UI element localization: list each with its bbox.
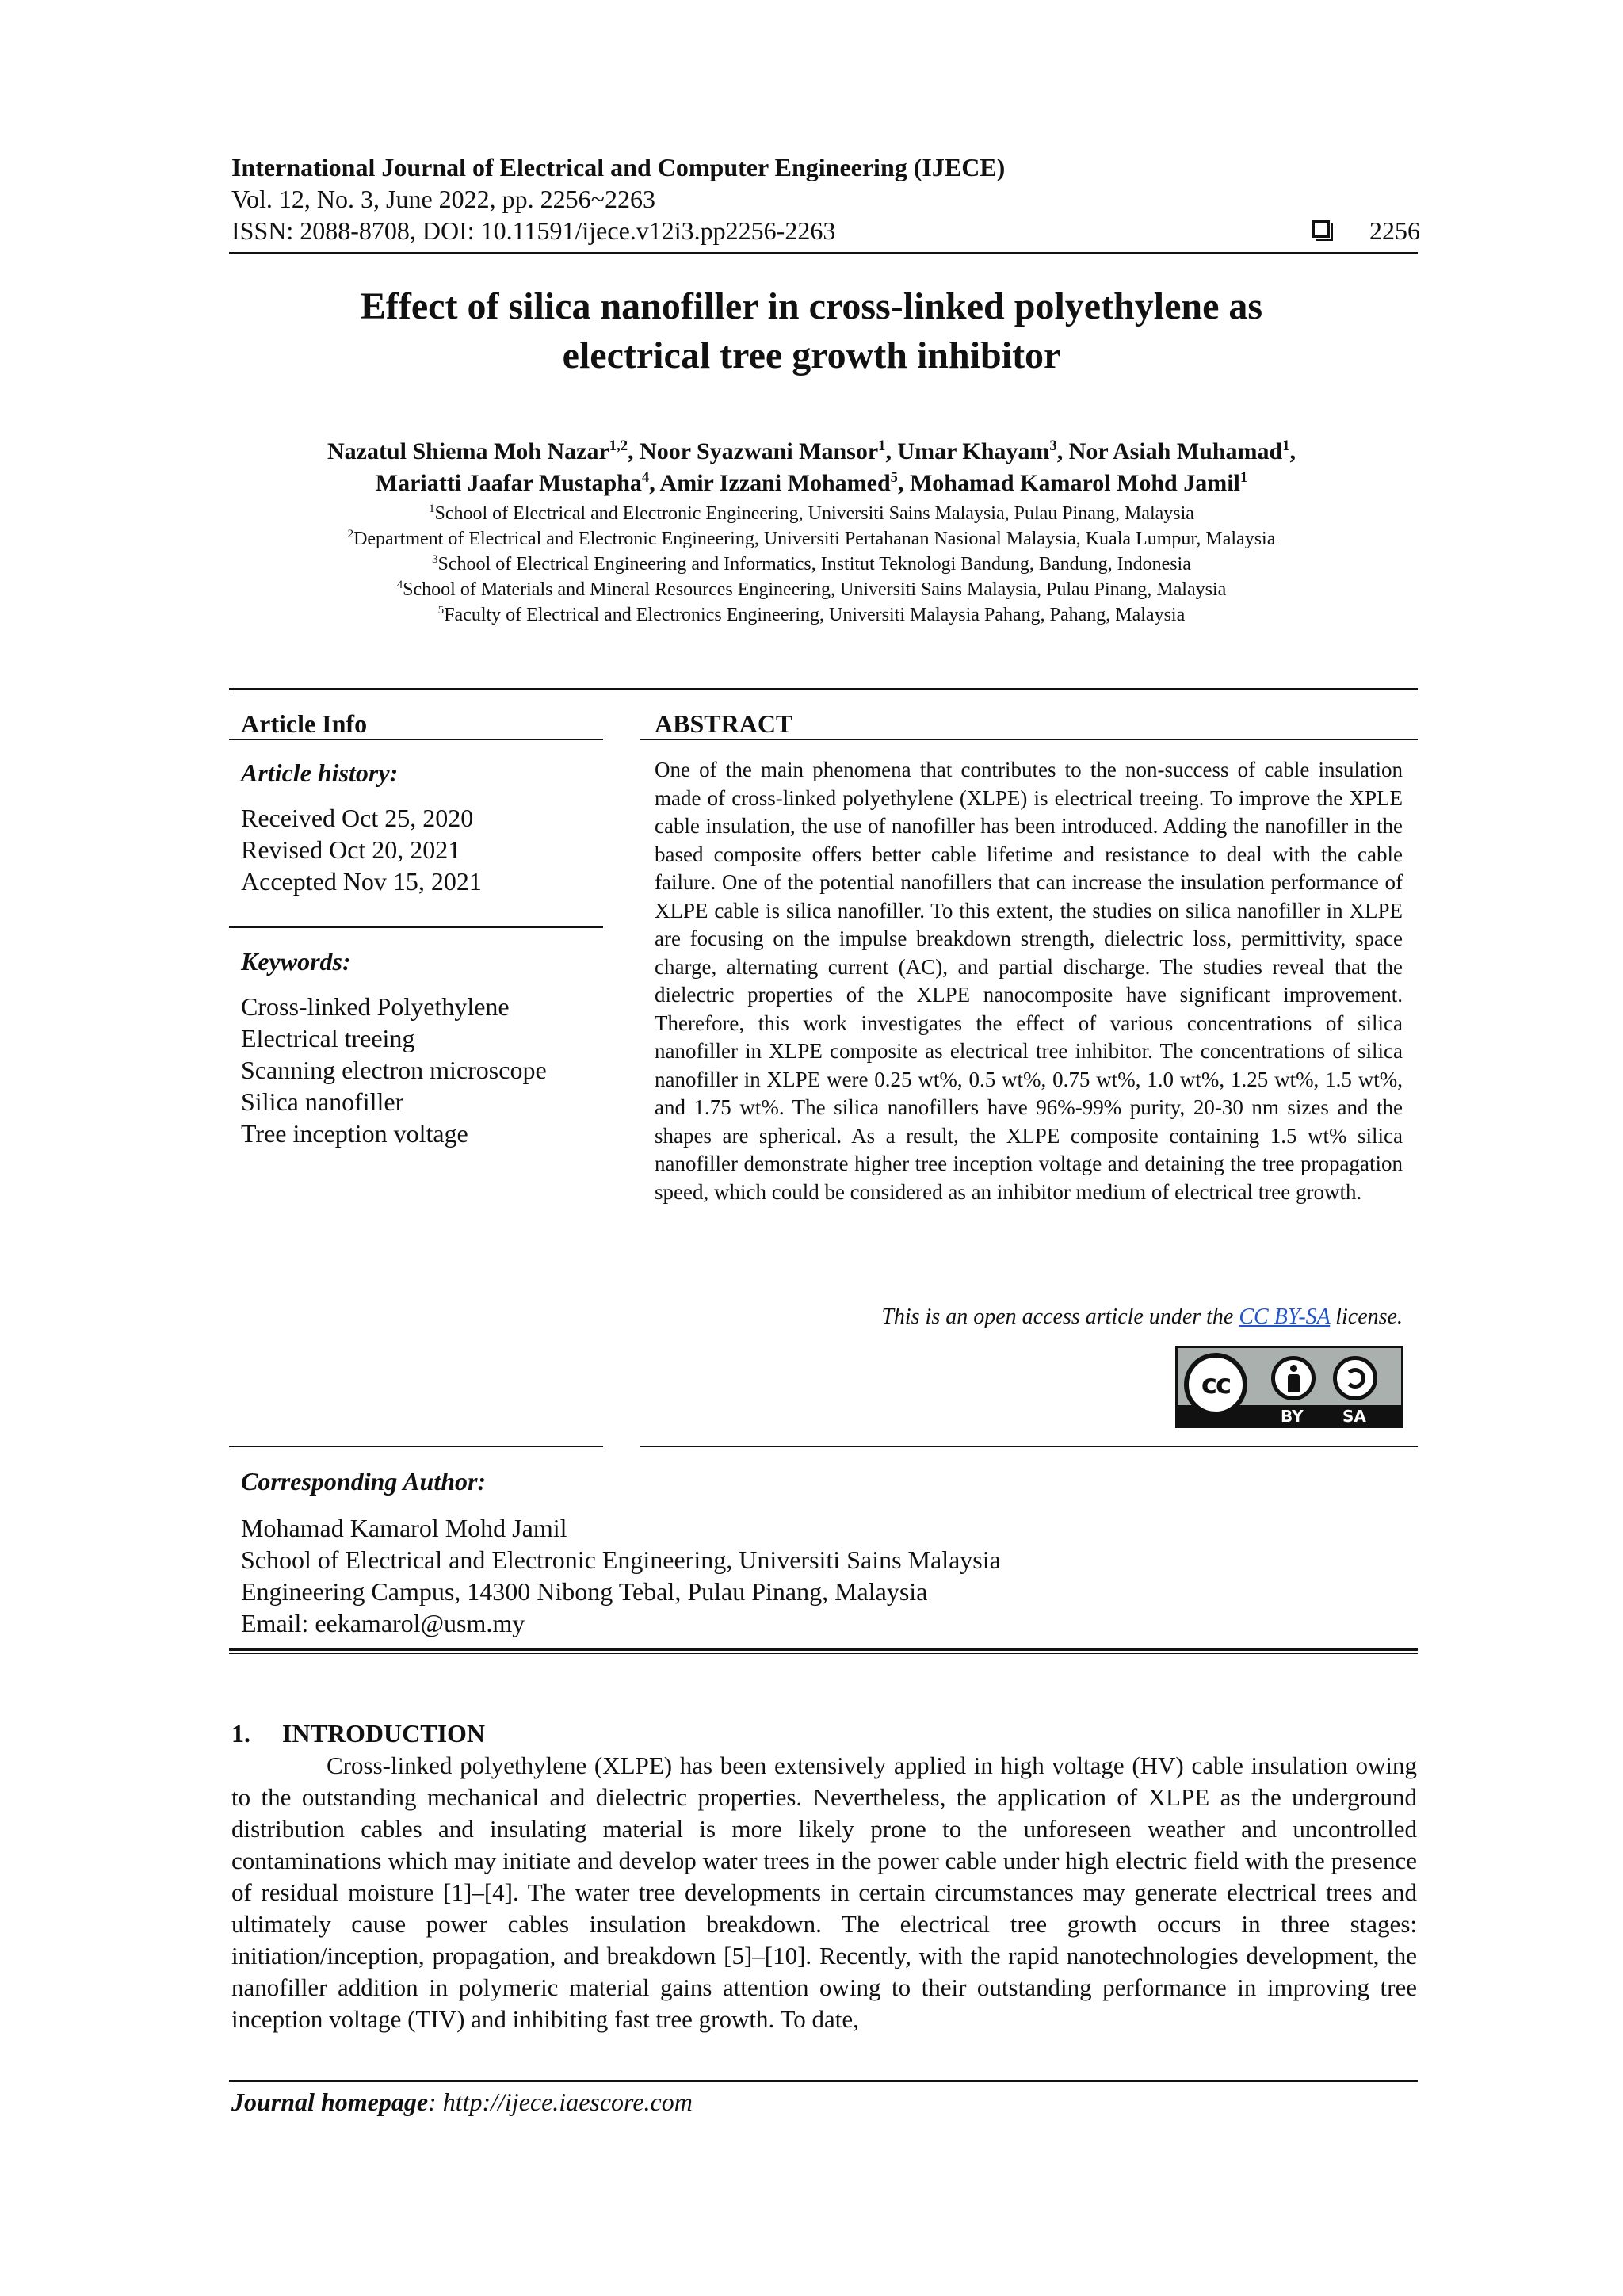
author-affiliation-mark: 5 [890,469,898,486]
journal-homepage [231,2086,693,2118]
journal-issn-doi: ISSN: 2088-8708, DOI: 10.11591/ijece.v12i3.pp2256-2263 [231,216,836,245]
author-affiliation-mark: 1,2 [609,437,628,454]
author-line-2: Mariatti Jaafar Mustapha$^4$, Amir Izzani Mohamed$^5$, Mohamad Kamarol Mohd Jamil$^1$ [375,469,1248,496]
author-line-1: Nazatul Shiema Moh Nazar$^{1,2}$, Noor Syazwani Mansor$^1$, Umar Khayam$^3$, Nor Asiah Muhamad$^1$, [327,437,1296,464]
affiliation: $^5$Faculty of Electrical and Electronics Engineering, Universiti Malaysia Pahang, Pahang, Malaysia [437,604,1186,625]
abstract-rule [640,739,1418,740]
keyword: Electrical treeing [241,1024,415,1052]
article-info-rule [229,739,603,740]
affiliation: $^1$School of Electrical and Electronic Engineering, Universiti Sains Malaysia, Pulau Pinang, Malaysia [429,502,1194,524]
keywords-bottom-rule [229,1446,603,1447]
journal-name: International Journal of Electrical and Computer Engineering (IJECE) [231,153,1006,181]
author-affiliation-mark: 1 [878,437,886,454]
attribution-icon [1271,1356,1316,1400]
header-rule [229,252,1418,254]
received-date: Received Oct 25, 2020 [241,804,474,832]
square-bullet-icon [1312,220,1330,238]
affiliation: $^3$School of Electrical Engineering and Informatics, Institut Teknologi Bandung, Bandung, Indonesia [432,553,1191,575]
info-box-top-rule [229,688,1418,693]
author-list [198,436,1425,499]
corresponding-author-details [241,1512,1001,1639]
homepage-url[interactable]: : http://ijece.iaescore.com [428,2088,693,2116]
cc-by-sa-badge[interactable] [1175,1346,1403,1428]
journal-volume: Vol. 12, No. 3, June 2022, pp. 2256~2263 [231,185,655,213]
section-title: INTRODUCTION [282,1719,486,1748]
abstract-text: One of the main phenomena that contributes to the non-success of cable insulation made of cross-linked polyethylene (XLPE) is electrical treeing. To improve the XPLE cable insulation, the use of nanofiller has been introduced. Adding the nanofiller in the based composite offers better cable lifetime and resistance to deal with the cable failure. One of the potential nanofillers that can increase the insulation performance of XLPE cable is silica nanofiller. To this extent, the studies on silica nanofiller in XLPE are focusing on the impulse breakdown strength, dielectric loss, permittivity, space charge, alternating current (AC), and partial discharge. The studies reveal that the dielectric properties of the XLPE nanocomposite have significant improvement. Therefore, this work investigates the effect of various concentrations of silica nanofiller in XLPE composite as electrical tree inhibitor. The concentrations of silica nanofiller in XLPE were 0.25 wt%, 0.5 wt%, 0.75 wt%, 1.0 wt%, 1.25 wt%, 1.5 wt%, and 1.75 wt%. The silica nanofillers have 96%-99% purity, 20-30 nm sizes and the shapes are spherical. As a result, the XLPE composite containing 1.5 wt% silica nanofiller demonstrate higher tree inception voltage and detaining the tree propagation speed, which could be considered as an inhibitor medium of electrical tree growth. [655,758,1403,1204]
abstract-bottom-rule [640,1446,1418,1447]
introduction-text: Cross-linked polyethylene (XLPE) has been extensively applied in high voltage (HV) cable insulation owing to the outstanding mechanical and dielectric properties. Nevertheless, the application of XLPE as the underground distribution cables and insulating material is more likely prone to the unforeseen weather and uncontrolled contaminations which may initiate and develop water trees in the power cable under high electric field with the presence of residual moisture [1]–[4]. The water tree developments in certain circumstances may generate electrical trees and ultimately cause power cables insulation breakdown. The electrical tree growth occurs in three stages: initiation/inception, propagation, and breakdown [5]–[10]. Recently, with the rapid nanotechnologies development, the nanofiller addition in polymeric material gains attention owing to their outstanding performance in improving tree inception voltage (TIV) and inhibiting fast tree growth. To date, [231,1752,1417,2033]
keyword: Silica nanofiller [241,1087,404,1116]
accepted-date: Accepted Nov 15, 2021 [241,867,482,896]
homepage-label: Journal homepage [231,2088,429,2116]
affiliation: $^2$Department of Electrical and Electronic Engineering, Universiti Pertahanan Nasional Malaysia, Kuala Lumpur, Malaysia [347,528,1276,549]
corresponding-author-heading: Corresponding Author: [241,1467,487,1496]
keyword: Tree inception voltage [241,1119,468,1148]
corresponding-address: Engineering Campus, 14300 Nibong Tebal, Pulau Pinang, Malaysia [241,1577,928,1606]
author-name: Nor Asiah Muhamad [1068,438,1283,464]
section-number: 1. [231,1719,250,1748]
footer-rule [229,2080,1418,2082]
info-box-bottom-rule [229,1648,1418,1654]
title-line-2: electrical tree growth inhibitor [562,334,1061,376]
license-link[interactable]: CC BY-SA [1239,1305,1331,1329]
paper-title [238,282,1385,380]
author-affiliation-mark: 4 [641,469,650,486]
introduction-heading [231,1718,485,1748]
author-name: Amir Izzani Mohamed [659,470,891,496]
abstract-heading: ABSTRACT [655,709,793,738]
history-rule [229,926,603,928]
corresponding-name: Mohamad Kamarol Mohd Jamil [241,1514,567,1542]
article-history-heading: Article history: [241,758,399,787]
revised-date: Revised Oct 20, 2021 [241,835,461,864]
author-name: Mohamad Kamarol Mohd Jamil [909,470,1240,496]
corresponding-institution: School of Electrical and Electronic Engineering, Universiti Sains Malaysia [241,1545,1001,1574]
cc-logo-icon: cc [1184,1353,1247,1416]
share-alike-icon [1333,1356,1377,1400]
badge-sa-label: SA [1342,1407,1366,1426]
keyword: Cross-linked Polyethylene [241,992,510,1021]
author-name: Umar Khayam [897,438,1050,464]
author-affiliation-mark: 3 [1049,437,1057,454]
page-number: 2256 [1369,216,1420,245]
author-affiliation-mark: 1 [1282,437,1290,454]
corresponding-email: Email: eekamarol@usm.my [241,1609,525,1637]
title-line-1: Effect of silica nanofiller in cross-linked polyethylene as [360,285,1263,327]
author-name: Nazatul Shiema Moh Nazar [327,438,609,464]
badge-by-label: BY [1281,1407,1304,1426]
license-statement: This is an open access article under the CC BY-SA license. [881,1305,1403,1329]
author-name: Noor Syazwani Mansor [640,438,879,464]
author-affiliation-mark: 1 [1239,469,1248,486]
keyword-list [241,991,547,1149]
article-info-heading: Article Info [241,709,368,738]
affiliation-list [198,501,1425,628]
keywords-heading: Keywords: [241,947,351,976]
keyword: Scanning electron microscope [241,1056,547,1084]
affiliation: $^4$School of Materials and Mineral Resources Engineering, Universiti Sains Malaysia, Pulau Pinang, Malaysia [396,579,1227,600]
article-history [241,802,482,897]
author-name: Mariatti Jaafar Mustapha [375,470,642,496]
